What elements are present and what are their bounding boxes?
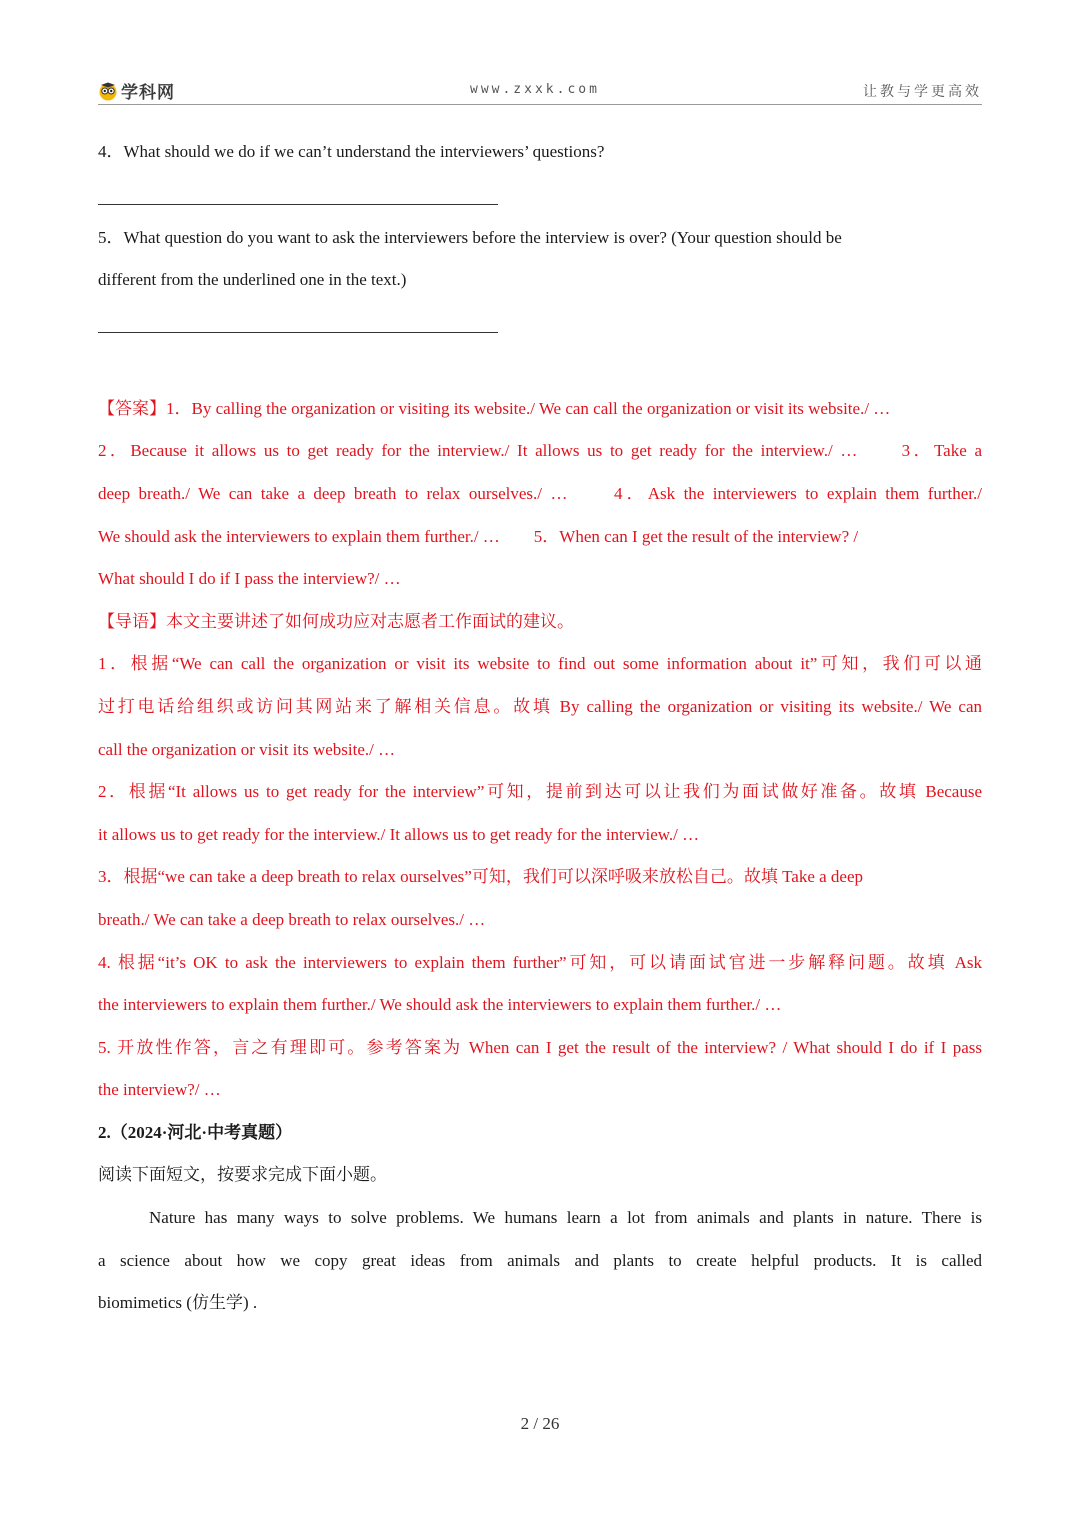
reading-passage (98, 1197, 982, 1325)
site-slogan: 让教与学更高效 (863, 84, 982, 100)
site-url: www.zxxk.com (470, 82, 600, 97)
guide-line: the interviewers to explain them further./ We should ask the interviewers to explain them further./ … (98, 995, 782, 1015)
guide-line: 2．根据“It allows us to get ready for the interview”可知，提前到达可以让我们为面试做好准备。故填 Because (98, 782, 982, 802)
answer-block (98, 388, 982, 601)
guide-line: 5. 开放性作答，言之有理即可。参考答案为 When can I get the result of the interview? / What should I do if I pass (98, 1037, 982, 1057)
passage-line: biomimetics (仿生学) . (98, 1293, 258, 1313)
guide-line: it allows us to get ready for the interview./ It allows us to get ready for the interview./ … (98, 824, 700, 844)
section-2-title: 2.（2024·河北·中考真题） (98, 1122, 293, 1142)
passage-line: a science about how we copy great ideas from animals and plants to create helpful products. It is called (98, 1250, 982, 1270)
answer-line: 【答案】1．By calling the organization or visiting its website./ We can call the organization or visit its website./ … (98, 398, 891, 418)
owl-logo-icon (98, 81, 118, 101)
question-4: 4．What should we do if we can’t understand the interviewers’ questions? (98, 142, 605, 161)
answer-line: deep breath./ We can take a deep breath to relax ourselves./ … 4．Ask the interviewers to explain them further./ (98, 483, 982, 503)
guide-block (98, 601, 982, 1112)
guide-line: call the organization or visit its website./ … (98, 739, 396, 759)
site-logo (98, 78, 175, 103)
guide-line: 1．根据“We can call the organization or visit its website to find out some information about it”可知，我们可以通 (98, 654, 982, 674)
page-content (98, 131, 982, 1325)
logo-text: 学科网 (121, 83, 175, 103)
guide-line: 过打电话给组织或访问其网站来了解相关信息。故填 By calling the organization or visiting its website./ We can (98, 696, 982, 716)
answer-line: We should ask the interviewers to explain them further./ … 5．When can I get the result of the interview? / (98, 526, 859, 546)
page-number: 2 / 26 (520, 1414, 560, 1433)
question-5-line-2: different from the underlined one in the text.) (98, 270, 407, 290)
guide-line: 3．根据“we can take a deep breath to relax ourselves”可知，我们可以深呼吸来放松自己。故填 Take a deep (98, 867, 864, 887)
answer-line: 2．Because it allows us to get ready for the interview./ It allows us to get ready for the interview./ … 3．Take a (98, 441, 982, 461)
page-header (98, 76, 982, 105)
guide-line: breath./ We can take a deep breath to relax ourselves./ … (98, 909, 486, 929)
guide-line: 4. 根据“it’s OK to ask the interviewers to explain them further”可知，可以请面试官进一步解释问题。故填 Ask (98, 952, 982, 972)
answer-line: What should I do if I pass the interview?/ … (98, 569, 401, 589)
section-2-instruction: 阅读下面短文，按要求完成下面小题。 (98, 1165, 387, 1185)
guide-line: the interview?/ … (98, 1080, 221, 1100)
guide-line: 【导语】本文主要讲述了如何成功应对志愿者工作面试的建议。 (98, 611, 574, 631)
passage-line: Nature has many ways to solve problems. We humans learn a lot from animals and plants in nature. There is (149, 1208, 982, 1228)
question-5-line-1: 5．What question do you want to ask the interviewers before the interview is over? (Your question should be (98, 227, 842, 247)
